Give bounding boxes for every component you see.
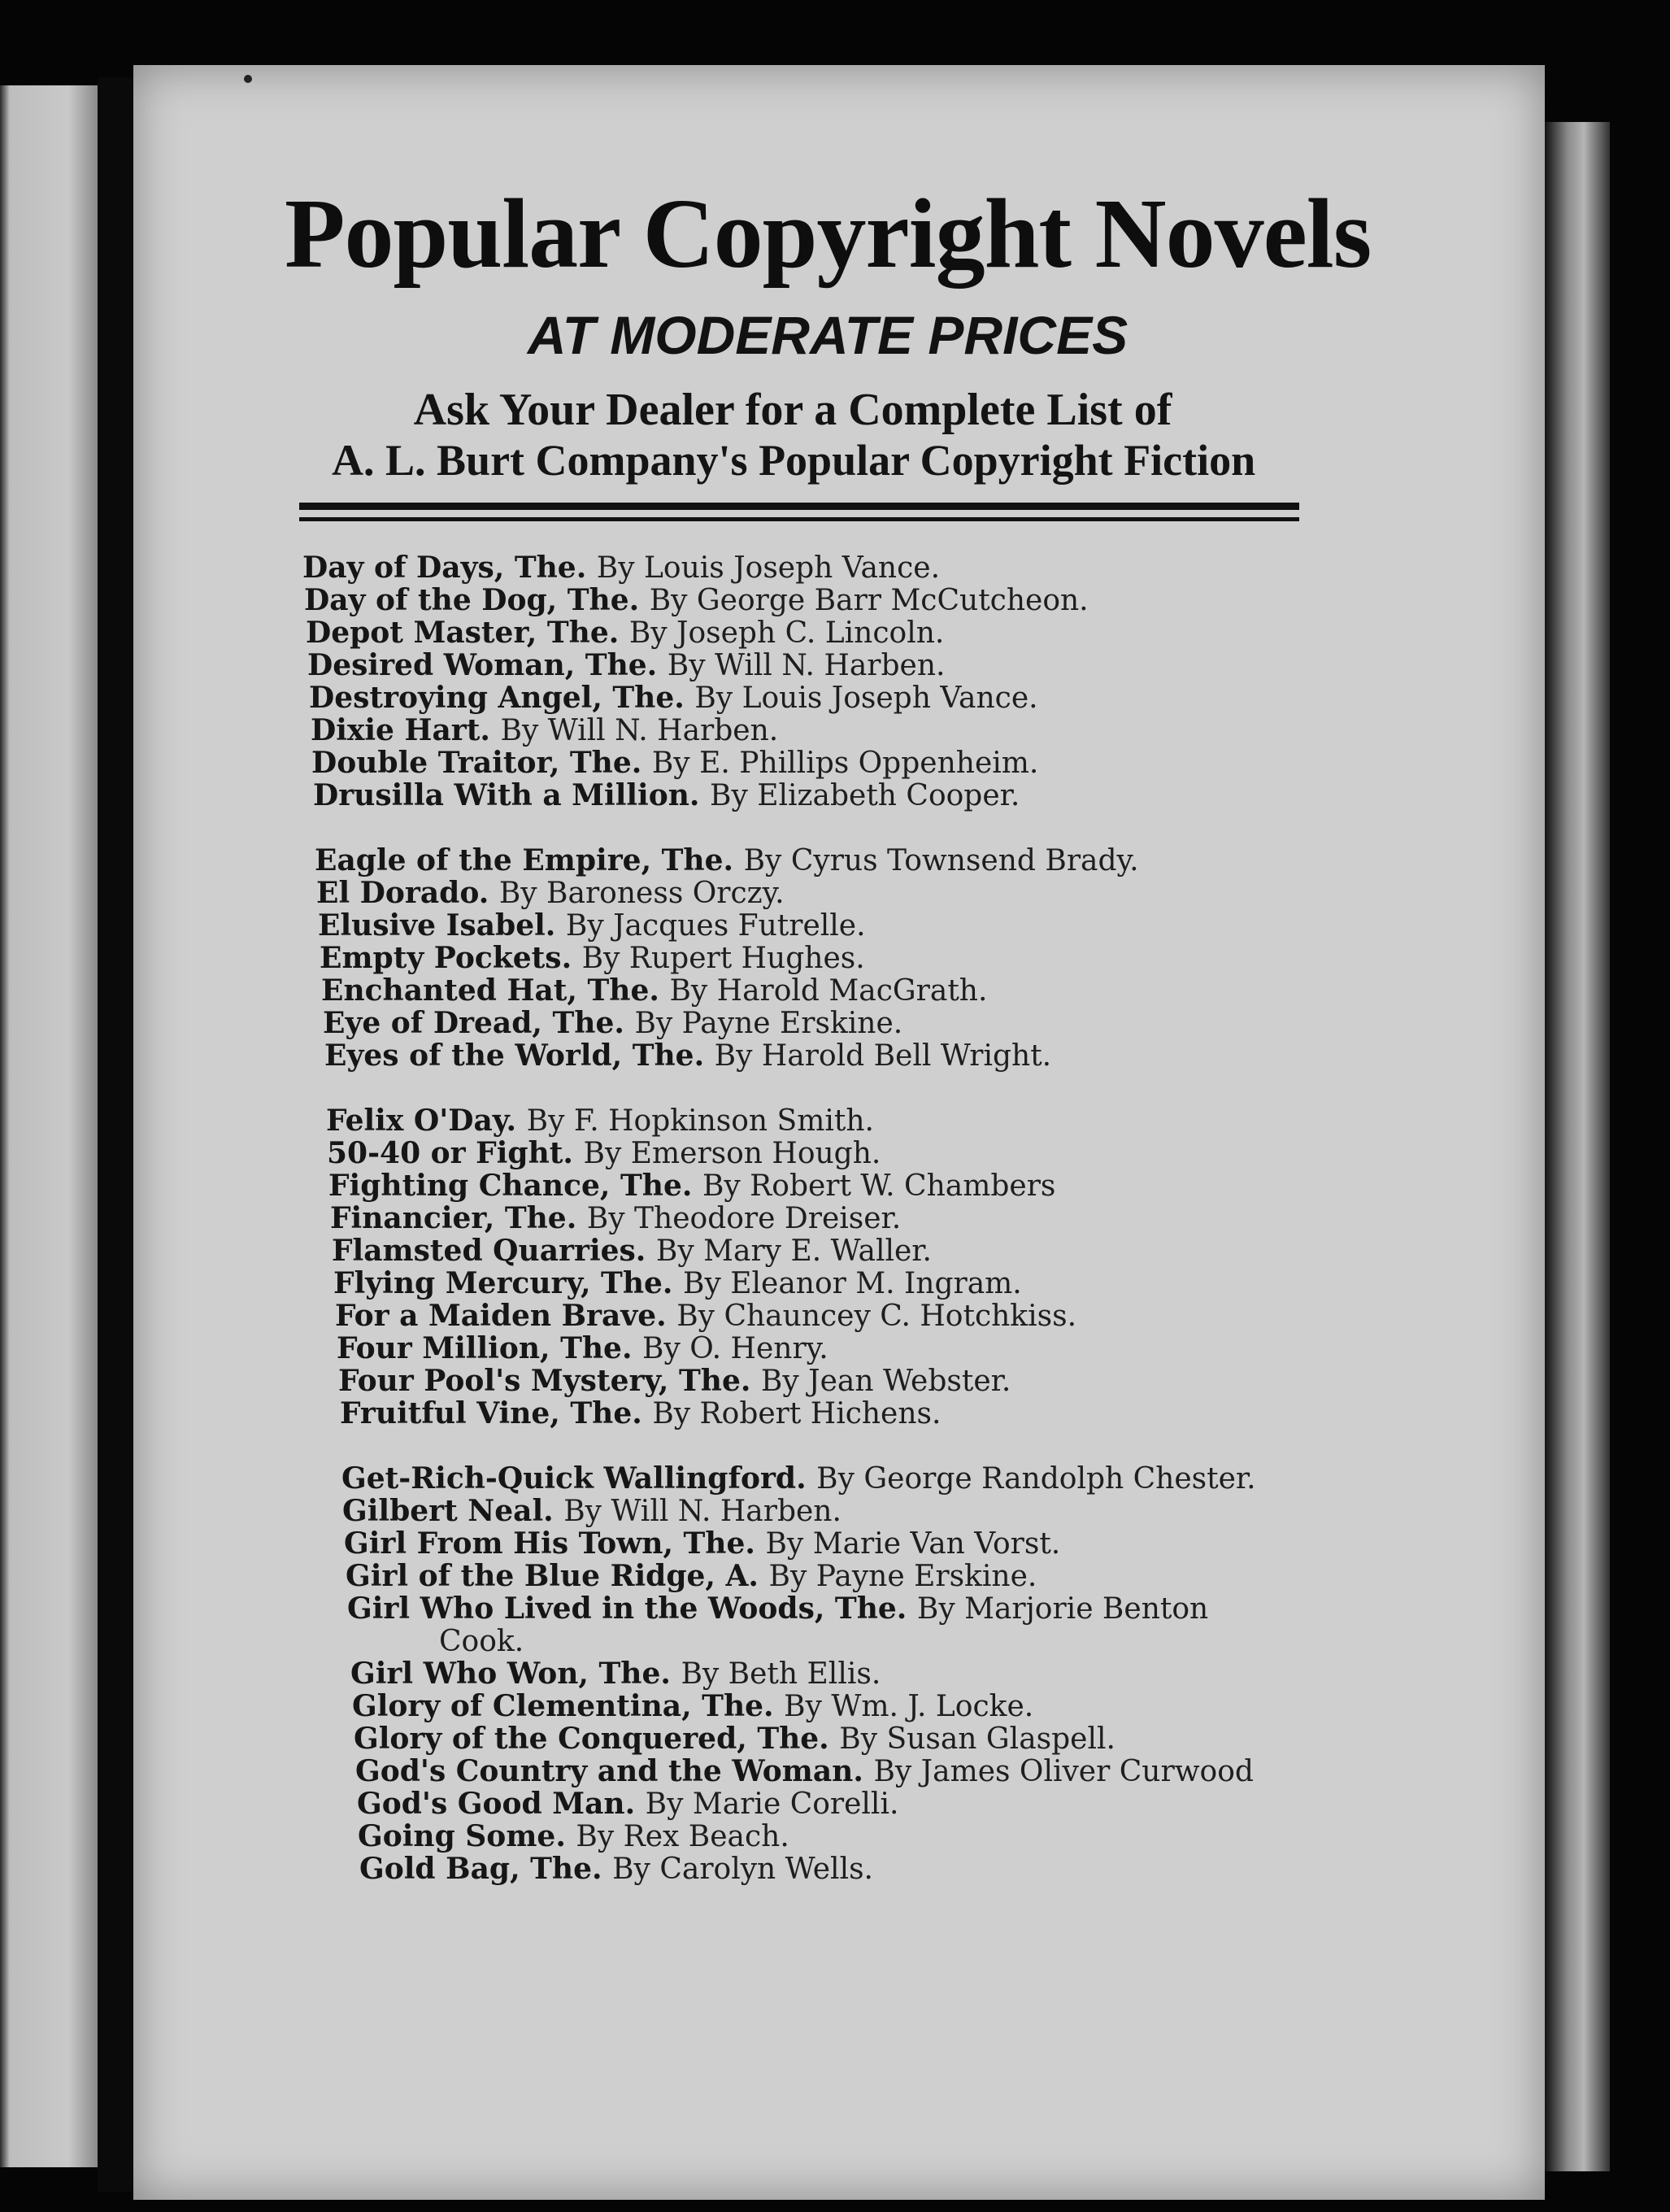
book-title: Going Some.: [358, 1819, 566, 1853]
book-author: By Payne Erskine.: [768, 1560, 1037, 1593]
book-author: By Louis Joseph Vance.: [596, 551, 941, 585]
book-title: Enchanted Hat, The.: [321, 973, 659, 1008]
book-author: By O. Henry.: [642, 1332, 828, 1365]
book-entry: [318, 908, 866, 944]
dealer-note-line-1: Ask Your Dealer for a Complete List of: [413, 385, 1172, 435]
book-entry: [315, 843, 1139, 879]
book-author: By Harold MacGrath.: [669, 974, 988, 1008]
book-author: By Cyrus Townsend Brady.: [743, 844, 1139, 877]
book-author: By Jacques Futrelle.: [565, 909, 866, 943]
book-entry: [341, 1461, 1256, 1497]
book-entry: [439, 1623, 524, 1660]
dealer-note-line-2: A. L. Burt Company's Popular Copyright Fiction: [332, 436, 1256, 485]
book-entry: [350, 1656, 881, 1692]
ink-speck: [244, 75, 252, 83]
book-entry: [359, 1851, 873, 1888]
book-title: Destroying Angel, The.: [309, 681, 685, 715]
book-title: Day of the Dog, The.: [304, 583, 640, 617]
book-author: By Chauncey C. Hotchkiss.: [676, 1300, 1077, 1333]
book-author: By Eleanor M. Ingram.: [682, 1267, 1022, 1300]
book-author: By Baroness Orczy.: [498, 877, 785, 910]
book-entry: [302, 550, 940, 586]
book-entry: [323, 1005, 902, 1042]
book-author: By Robert Hichens.: [652, 1397, 942, 1430]
book-author: By James Oliver Curwood: [873, 1755, 1254, 1788]
book-author: By Will N. Harben.: [563, 1495, 842, 1528]
book-author: By Payne Erskine.: [634, 1007, 903, 1040]
book-title: Girl Who Won, The.: [350, 1657, 671, 1691]
book-title: Fruitful Vine, The.: [340, 1396, 642, 1430]
book-entry: [321, 973, 987, 1009]
book-gutter: [98, 77, 133, 2192]
book-title: Depot Master, The.: [306, 616, 620, 650]
book-title: God's Country and the Woman.: [355, 1754, 863, 1788]
book-author: By Rupert Hughes.: [581, 942, 865, 975]
book-entry: [357, 1786, 898, 1822]
page-subtitle: AT MODERATE PRICES: [527, 305, 1129, 365]
book-entry: [355, 1753, 1254, 1790]
book-entry: [335, 1298, 1076, 1335]
book-author: By Robert W. Chambers: [702, 1169, 1056, 1203]
book-title: Double Traitor, The.: [311, 746, 642, 780]
header-rule-thick: [299, 503, 1299, 510]
book-author: By Wm. J. Locke.: [784, 1690, 1034, 1723]
book-author: By George Randolph Chester.: [816, 1462, 1256, 1496]
book-entry: [346, 1558, 1037, 1595]
book-entry: [328, 1168, 1055, 1204]
book-title: Drusilla With a Million.: [313, 778, 700, 812]
book-title: Eagle of the Empire, The.: [315, 843, 734, 877]
book-entry: [320, 940, 865, 977]
book-entry: [327, 1135, 881, 1172]
book-entry: [330, 1200, 901, 1237]
book-entry: [306, 615, 944, 651]
book-title: Felix O'Day.: [326, 1104, 517, 1138]
book-author: By Marjorie Benton: [916, 1592, 1209, 1626]
book-entry: [307, 647, 945, 684]
book-entry: [347, 1591, 1208, 1627]
book-author: By Jean Webster.: [760, 1365, 1011, 1398]
book-title: Day of Days, The.: [302, 551, 587, 585]
book-entry: [344, 1526, 1060, 1562]
book-title: El Dorado.: [316, 876, 489, 910]
book-entry: [313, 777, 1020, 814]
book-title: Girl From His Town, The.: [344, 1526, 755, 1561]
book-title: Girl of the Blue Ridge, A.: [346, 1559, 759, 1593]
book-title: 50-40 or Fight.: [327, 1136, 573, 1170]
book-entry: [352, 1688, 1033, 1725]
book-author: By Harold Bell Wright.: [714, 1039, 1052, 1073]
book-entry: [358, 1818, 789, 1855]
book-author: By F. Hopkinson Smith.: [526, 1104, 874, 1138]
book-title: Dixie Hart.: [311, 713, 490, 747]
adjacent-page-edge: [0, 85, 98, 2167]
book-title: Gilbert Neal.: [342, 1494, 554, 1528]
book-title: Financier, The.: [330, 1201, 577, 1235]
book-author: By Susan Glaspell.: [839, 1722, 1116, 1756]
book-title: For a Maiden Brave.: [335, 1299, 667, 1333]
book-author: Cook.: [439, 1625, 524, 1658]
book-title: Elusive Isabel.: [318, 908, 556, 943]
book-title: Four Million, The.: [337, 1331, 633, 1365]
book-title: Gold Bag, The.: [359, 1852, 602, 1886]
book-entry: [316, 875, 785, 912]
book-author: By Will N. Harben.: [667, 649, 946, 682]
book-title: Get-Rich-Quick Wallingford.: [341, 1461, 807, 1496]
book-author: By Marie Van Vorst.: [765, 1527, 1061, 1561]
book-title: Glory of the Conquered, The.: [354, 1722, 829, 1756]
book-entry: [326, 1103, 874, 1139]
book-author: By Marie Corelli.: [645, 1787, 899, 1821]
book-entry: [309, 680, 1038, 716]
book-title: Girl Who Lived in the Woods, The.: [347, 1592, 907, 1626]
book-title: God's Good Man.: [357, 1787, 636, 1821]
book-author: By Mary E. Waller.: [655, 1234, 932, 1268]
book-title: Flamsted Quarries.: [332, 1234, 646, 1268]
book-title: Eye of Dread, The.: [323, 1006, 624, 1040]
book-title: Four Pool's Mystery, The.: [338, 1364, 751, 1398]
book-entry: [338, 1363, 1011, 1400]
book-title: Empty Pockets.: [320, 941, 572, 975]
book-entry: [340, 1396, 941, 1432]
book-author: By E. Phillips Oppenheim.: [651, 747, 1039, 780]
book-entry: [324, 1038, 1051, 1074]
book-cover-edge: [1545, 122, 1610, 2171]
book-entry: [354, 1721, 1116, 1757]
book-title: Glory of Clementina, The.: [352, 1689, 774, 1723]
book-entry: [332, 1233, 932, 1269]
book-entry: [342, 1493, 842, 1530]
book-author: By Louis Joseph Vance.: [694, 681, 1038, 715]
book-author: By Elizabeth Cooper.: [710, 779, 1020, 812]
book-author: By George Barr McCutcheon.: [649, 584, 1089, 617]
book-author: By Theodore Dreiser.: [586, 1202, 902, 1235]
book-author: By Emerson Hough.: [583, 1137, 881, 1170]
book-title: Flying Mercury, The.: [333, 1266, 673, 1300]
book-entry: [333, 1265, 1022, 1302]
book-entry: [337, 1330, 828, 1367]
book-author: By Carolyn Wells.: [612, 1853, 874, 1886]
book-author: By Beth Ellis.: [681, 1657, 881, 1691]
book-entry: [311, 712, 778, 749]
book-author: By Will N. Harben.: [500, 714, 779, 747]
book-title: Eyes of the World, The.: [324, 1039, 705, 1073]
book-author: By Rex Beach.: [576, 1820, 789, 1853]
page-title: Popular Copyright Novels: [285, 179, 1372, 289]
book-entry: [311, 745, 1038, 782]
book-title: Fighting Chance, The.: [328, 1169, 693, 1203]
header-rule-thin: [299, 517, 1299, 521]
book-author: By Joseph C. Lincoln.: [628, 616, 945, 650]
book-title: Desired Woman, The.: [307, 648, 658, 682]
book-entry: [304, 582, 1089, 619]
